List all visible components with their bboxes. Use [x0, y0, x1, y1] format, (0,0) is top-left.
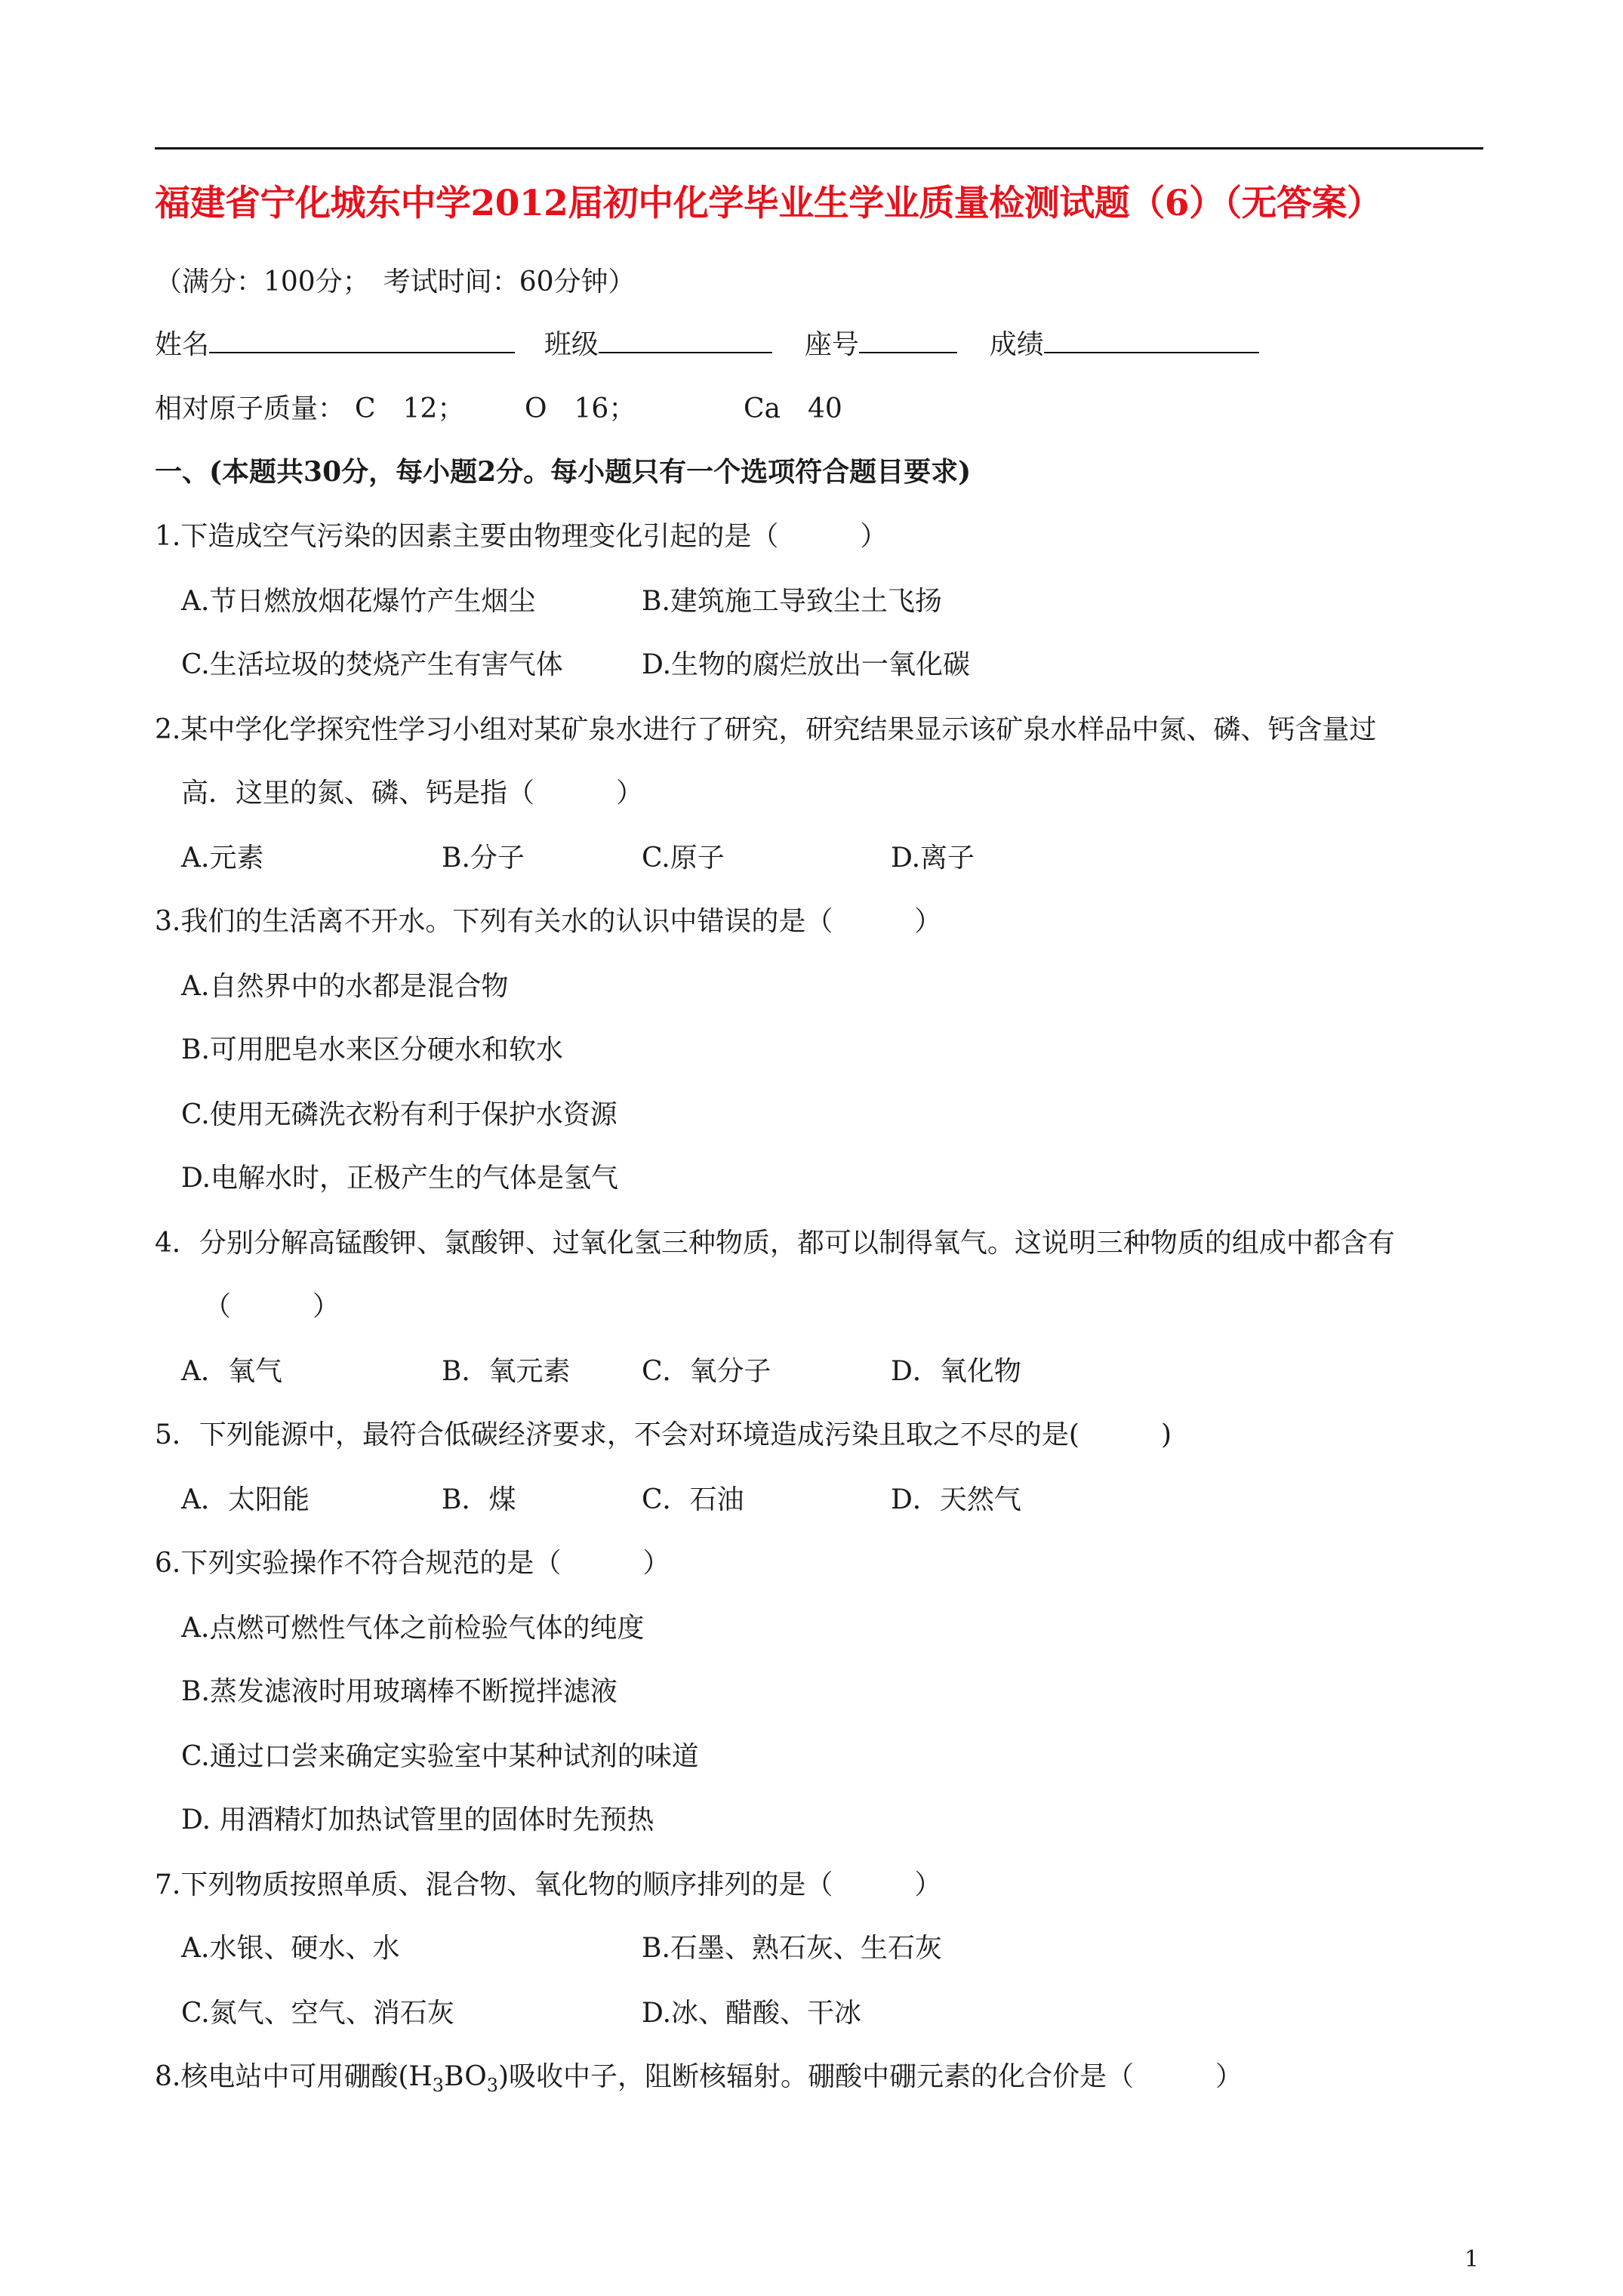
question-2-stem-line-1: 2.某中学化学探究性学习小组对某矿泉水进行了研究，研究结果显示该矿泉水样品中氮、磷、钙含量过	[155, 714, 1377, 745]
question-4-option-c: C．氧分子	[642, 1356, 771, 1387]
question-1-option-a: A.节日燃放烟花爆竹产生烟尘	[181, 586, 536, 617]
question-2-option-d: D.离子	[891, 843, 975, 874]
question-3-stem: 3.我们的生活离不开水。下列有关水的认识中错误的是（ ）	[155, 906, 942, 937]
question-5-option-a: A．太阳能	[181, 1484, 310, 1515]
question-3-option-a: A.自然界中的水都是混合物	[181, 971, 509, 1002]
question-3-option-c: C.使用无磷洗衣粉有利于保护水资源	[181, 1099, 617, 1130]
page-number: 1	[1464, 2246, 1480, 2273]
atomic-mass-c: C 12；	[355, 393, 465, 424]
question-1-option-c: C.生活垃圾的焚烧产生有害气体	[181, 649, 563, 680]
class-blank[interactable]	[599, 326, 772, 353]
question-4-option-d: D．氧化物	[891, 1356, 1021, 1387]
question-1-stem: 1.下造成空气污染的因素主要由物理变化引起的是（ ）	[155, 521, 888, 552]
name-label: 姓名	[155, 329, 210, 360]
header-rule	[155, 147, 1483, 149]
question-6-stem: 6.下列实验操作不符合规范的是（ ）	[155, 1548, 670, 1579]
question-7-option-b: B.石墨、熟石灰、生石灰	[642, 1933, 942, 1964]
atomic-mass-ca: Ca 40	[744, 393, 842, 424]
question-7-option-d: D.冰、醋酸、干冰	[642, 1998, 862, 2029]
seat-label: 座号	[804, 329, 859, 360]
question-1-option-b: B.建筑施工导致尘土飞扬	[642, 586, 942, 617]
score-blank[interactable]	[1044, 326, 1259, 353]
question-2-option-c: C.原子	[642, 843, 725, 874]
question-2-stem-line-2: 高．这里的氮、磷、钙是指（ ）	[181, 778, 644, 809]
question-4-option-b: B．氧元素	[442, 1356, 571, 1387]
score-label: 成绩	[989, 329, 1044, 360]
question-7-option-c: C.氮气、空气、消石灰	[181, 1998, 454, 2029]
question-8-stem-bo: BO	[444, 2061, 487, 2092]
question-8-stem-start: 8.核电站中可用硼酸(H	[155, 2061, 433, 2092]
atomic-mass-label: 相对原子质量：	[155, 393, 346, 424]
question-6-option-b: B.蒸发滤液时用玻璃棒不断搅拌滤液	[181, 1676, 617, 1707]
page-title: 福建省宁化城东中学2012届初中化学毕业生学业质量检测试题（6）（无答案）	[155, 183, 1382, 224]
question-6-option-a: A.点燃可燃性气体之前检验气体的纯度	[181, 1613, 645, 1644]
seat-blank[interactable]	[859, 326, 957, 353]
student-info-row	[155, 323, 1259, 362]
question-5-option-d: D．天然气	[891, 1484, 1021, 1515]
question-5-stem: 5．下列能源中，最符合低碳经济要求，不会对环境造成污染且取之不尽的是( )	[155, 1419, 1172, 1450]
question-8-subscript-h: 3	[432, 2075, 445, 2097]
section-heading: 一、(本题共30分，每小题2分。每小题只有一个选项符合题目要求)	[155, 456, 972, 488]
class-label: 班级	[544, 329, 599, 360]
question-5-option-b: B．煤	[442, 1484, 516, 1515]
question-4-option-a: A．氧气	[181, 1356, 282, 1387]
question-6-option-c: C.通过口尝来确定实验室中某种试剂的味道	[181, 1741, 699, 1772]
question-6-option-d: D. 用酒精灯加热试管里的固体时先预热	[181, 1804, 654, 1835]
question-8-stem-end: )吸收中子，阻断核辐射。硼酸中硼元素的化合价是（ ）	[498, 2061, 1243, 2092]
question-7-stem: 7.下列物质按照单质、混合物、氧化物的顺序排列的是（ ）	[155, 1869, 942, 1900]
question-2-option-b: B.分子	[442, 843, 525, 874]
question-8-subscript-o: 3	[486, 2075, 498, 2097]
question-8-stem	[155, 2055, 1243, 2096]
name-blank[interactable]	[209, 326, 515, 353]
question-3-option-b: B.可用肥皂水来区分硬水和软水	[181, 1034, 563, 1065]
atomic-mass-o: O 16；	[525, 393, 636, 424]
question-1-option-d: D.生物的腐烂放出一氧化碳	[642, 649, 971, 680]
question-4-stem-line-2: （ ）	[204, 1291, 340, 1322]
exam-meta: （满分：100分； 考试时间：60分钟）	[155, 267, 636, 297]
question-2-option-a: A.元素	[181, 843, 264, 874]
question-4-stem-line-1: 4．分别分解高锰酸钾、氯酸钾、过氧化氢三种物质，都可以制得氧气。这说明三种物质的组成中都含有	[155, 1228, 1395, 1259]
question-3-option-d: D.电解水时，正极产生的气体是氢气	[181, 1163, 619, 1194]
question-7-option-a: A.水银、硬水、水	[181, 1933, 400, 1964]
question-5-option-c: C．石油	[642, 1484, 744, 1515]
